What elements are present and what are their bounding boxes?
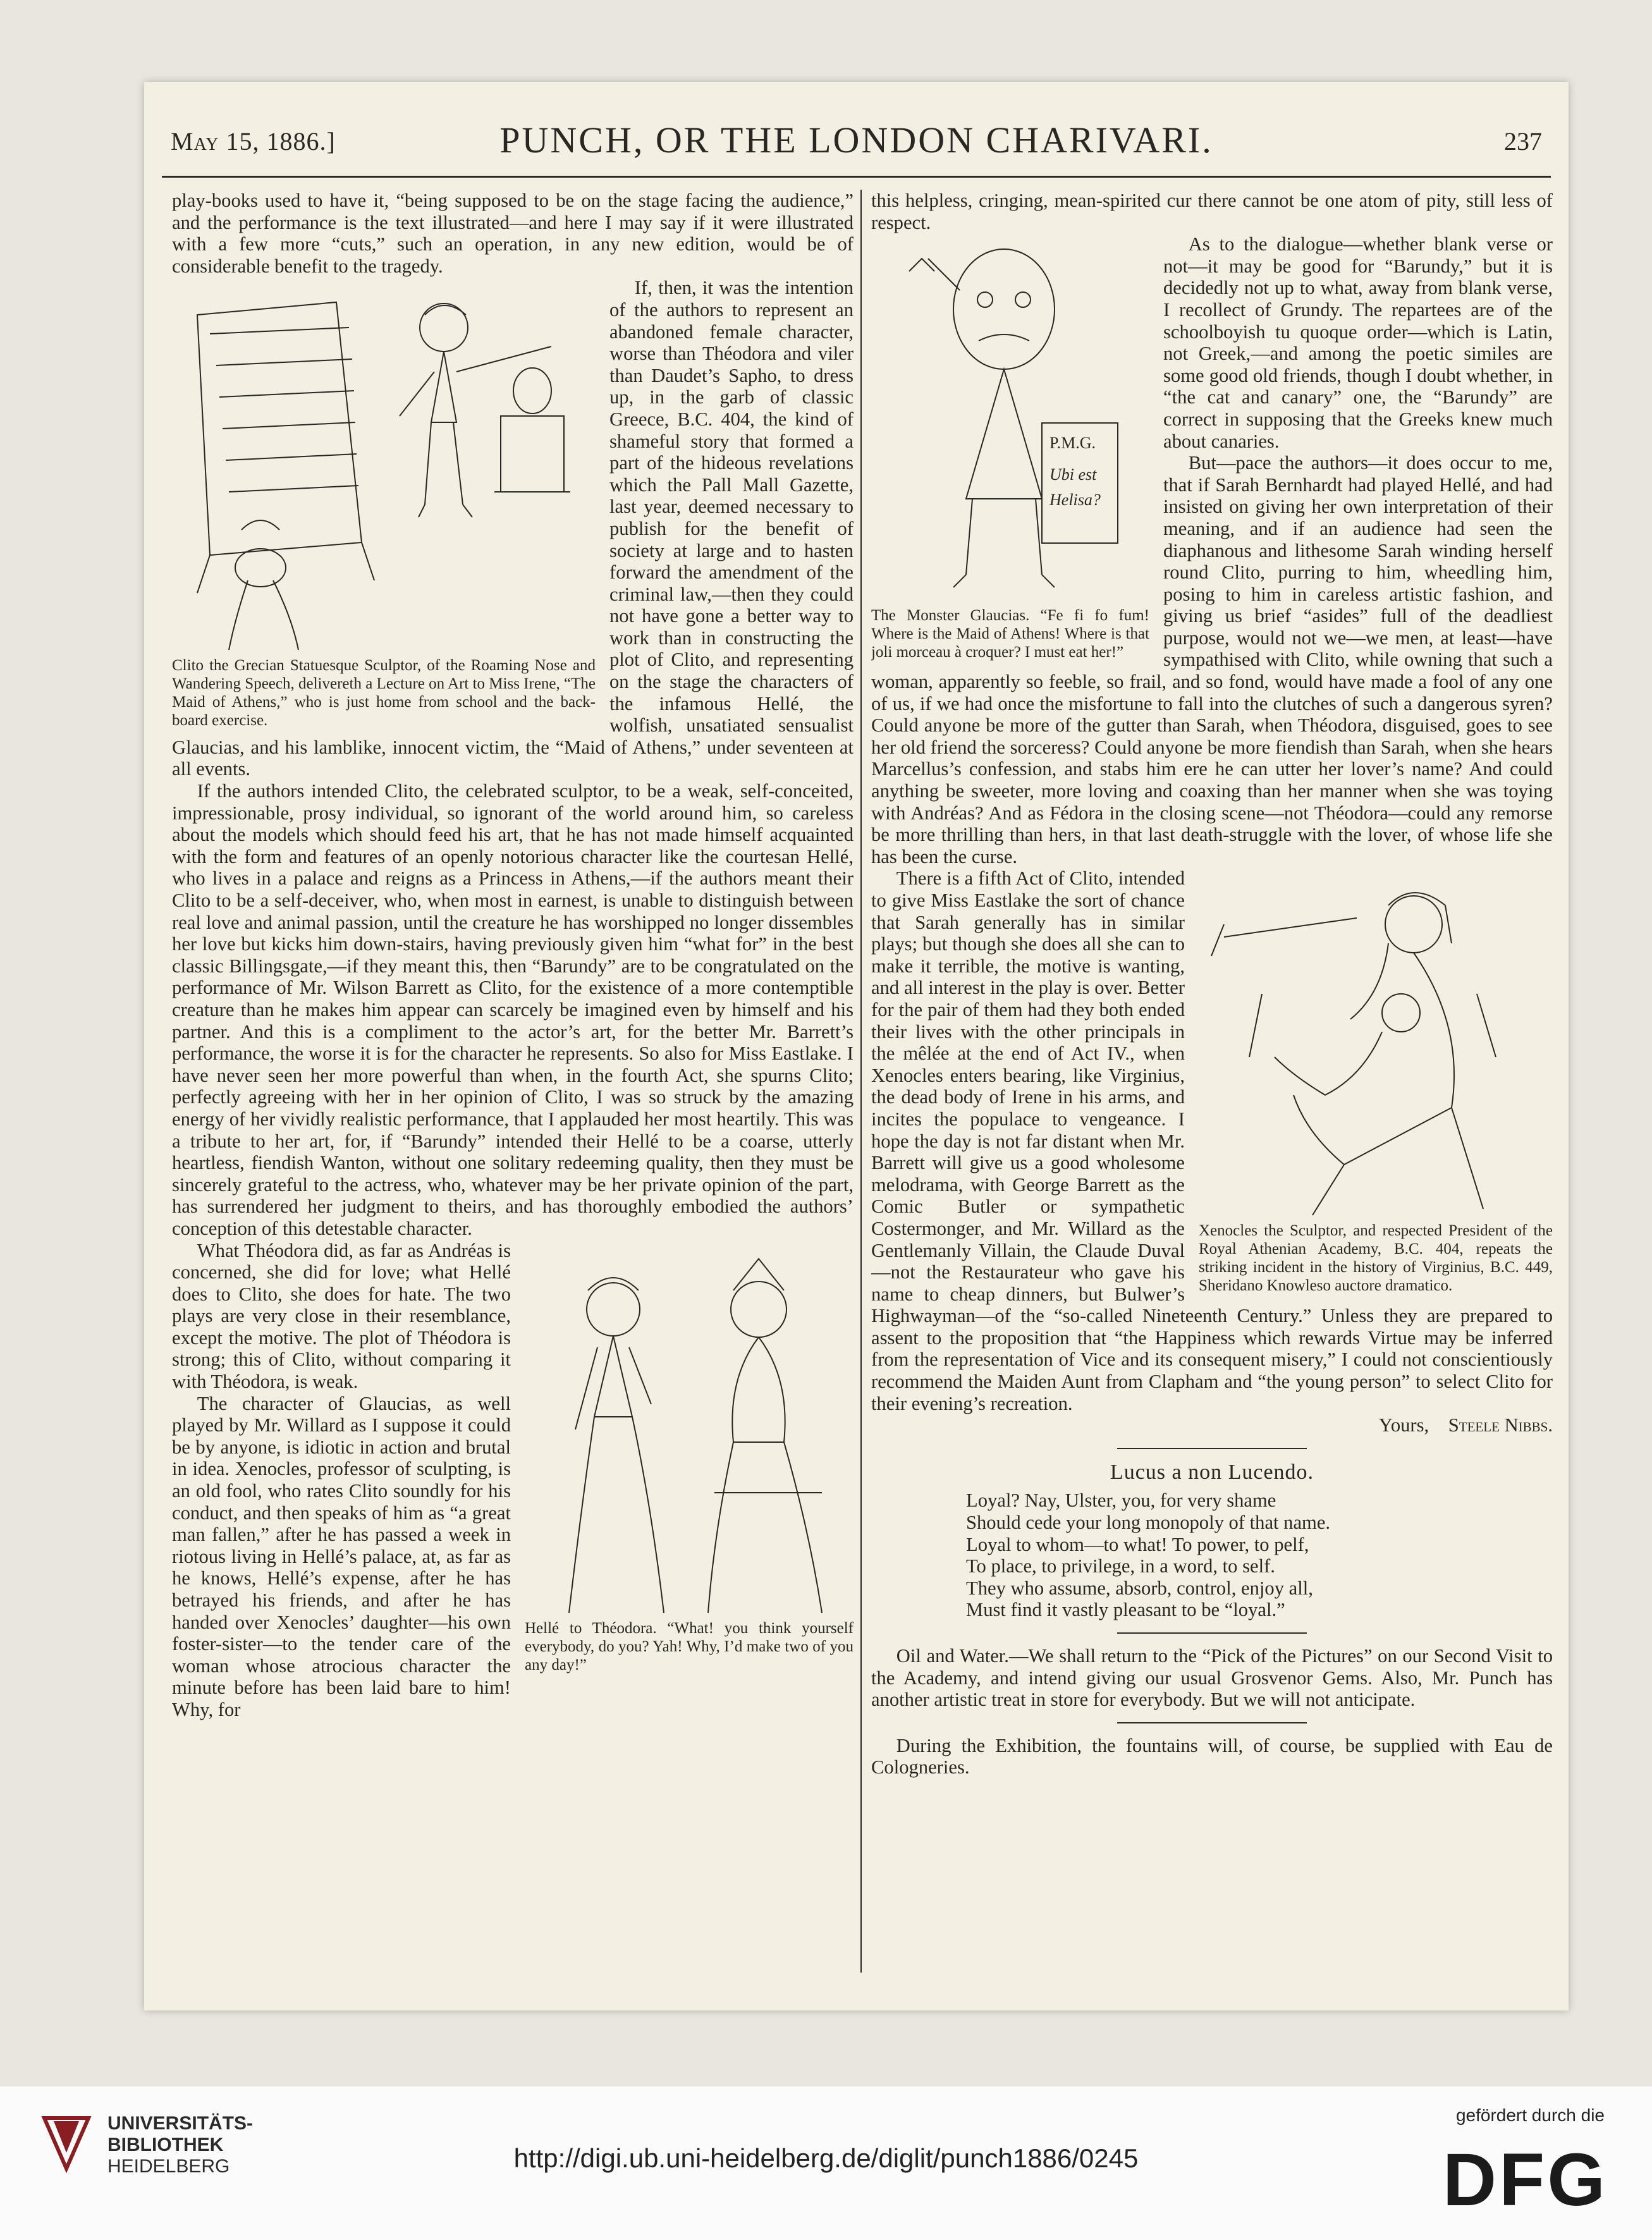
article-paragraph: If the authors intended Clito, the celebrated sculptor, to be a weak, self-conceited, impressionable, prosy individual, so ignorant of the world around him, so careless about the models which should feed his art, that he has not made himself acquainted with the form and features of an openly notorious character like the courtesan Hellé, who lives in a palace and reigns as a Princess in Athens,—if the authors meant their Clito to be a self-deceiver, who, when most in earnest, is unable to distinguish between real love and animal passion, until the creature he has worshipped no longer dissembles her love but kicks him down-stairs, having previously given him “what for” in the best classic Billingsgate,—if they meant this, then “Barundy” are to be congratulated on the performance of Mr. Wilson Barrett as Clito, for the existence of a more contemptible creature than he makes him appear can scarcely be imagined even by himself and his partner. And this is a compliment to the actor’s art, for the better Mr. Barrett’s performance, the worse it is for the character he represents. So also for Miss Eastlake. I have never seen her more powerful than when, in the fourth Act, she spurns Clito; perfectly agreeing with her in her opinion of Clito, I was so struck by the amazing energy of her vividly realistic performance, that I applauded her most heartily. This was a tribute to her art, for, if “Barundy” intended their Hellé to be a coarse, utterly heartless, fiendish Wanton, without one solitary redeeming quality, then they must be sincerely grateful to the actress, who, whatever may be her private opinion of the part, has surrendered her judgment to theirs, and has thoroughly embodied the authors’ conception of this detestable character. [172, 780, 854, 1239]
closing-word: Yours, [1378, 1414, 1429, 1436]
xenocles-illustration [1199, 867, 1553, 1295]
section-rule [1117, 1448, 1307, 1449]
poem-line: They who assume, absorb, control, enjoy all, [966, 1577, 1313, 1599]
library-name-line: HEIDELBERG [107, 2156, 230, 2177]
glaucias-drawing [871, 233, 1149, 606]
helle-caption: Hellé to Théodora. “What! you think yourself everybody, do you? Yah! Why, I’d make two of you any day!” [525, 1619, 854, 1674]
xenocles-drawing [1199, 867, 1553, 1221]
article-paragraph: play-books used to have it, “being supposed to be on the stage facing the audience,” and the performance is the text illustrated—and here I may say if it were illustrated with a few more “cuts,” such an operation, in any new edition, would be of considerable benefit to the tragedy. [172, 190, 854, 277]
glaucias-caption: The Monster Glaucias. “Fe fi fo fum! Where is the Maid of Athens! Where is that joli morceau à croquer? I must eat her!” [871, 607, 1149, 661]
oil-and-water-paragraph: Oil and Water.—We shall return to the “Pick of the Pictures” on our Second Visit to the Academy, and intend giving our usual Grosvenor Gems. Also, Mr. Punch has another artistic treat in store for everybody. But we will not anticipate. [871, 1645, 1553, 1711]
poem-title: Lucus a non Lucendo. [1110, 1460, 1314, 1484]
author-signature: Steele Nibbs. [1448, 1414, 1553, 1436]
glaucias-illustration [871, 233, 1149, 661]
masthead-title: PUNCH, OR THE LONDON CHARIVARI. [499, 119, 1213, 161]
xenocles-caption: Xenocles the Sculptor, and respected President of the Royal Athenian Academy, B.C. 404, repeats the striking incident in the history of Virginius, B.C. 449, Sheridano Knowleso auctore dramatico. [1199, 1222, 1553, 1295]
helle-theodora-illustration [525, 1240, 854, 1674]
clito-illustration [172, 277, 596, 730]
article-paragraph: What Théodora did, as far as Andréas is concerned, she did for love; what Hellé does to Clito, she does for hate. The two plays are very close in their resemblance, except the motive. The plot of Théodora is strong; this of Clito, without comparing it with Théodora, is weak. [172, 1239, 511, 1393]
issue-date: May 15, 1886.] [171, 127, 336, 156]
sign-text: P.M.G. [1049, 434, 1096, 453]
poem-line: Loyal to whom—to what! To power, to pelf, [966, 1533, 1309, 1555]
left-column [172, 190, 854, 1973]
poem-line: Must find it vastly pleasant to be “loyal.” [966, 1599, 1285, 1621]
clito-caption: Clito the Grecian Statuesque Sculptor, of the Roaming Nose and Wandering Speech, delivereth a Lecture on Art to Miss Irene, “The Maid of Athens,” who is just home from school and the back-board exercise. [172, 657, 596, 730]
library-name-line: UNIVERSITÄTS- [107, 2113, 254, 2134]
article-paragraph: There is a fifth Act of Clito, intended to give Miss Eastlake the sort of chance that Sarah generally has in similar plays; but though she does all she can to make it terrible, the motive is wanting, and all interest in the play is over. Better for the pair of them had they both ended their lives with the other principals in the mêlée at the end of Act IV., when Xenocles enters bearing, like Virginius, the dead body of Irene in his arms, and incites the populace to vengeance. I hope the day is not far distant when Mr. Barrett will give us a good wholesome melodrama, with George Barrett as the Comic Butler or sympathetic Costermonger, and Mr. Willard as the Gentlemanly Villain, the Claude Duval—not the Restaurateur who gave his name to cheap dinners, but Bulwer’s Highwayman—of the “so-called Nineteenth Century.” Unless they are prepared to assent to the proposition that “the Happiness which rewards Virtue may be inferred from the representation of Vice and its consequent misery,” I could not conscientiously recommend the Maiden Aunt from Clapham and “the young person” to select Clito for their evening’s recreation. [871, 867, 1553, 1414]
permalink[interactable]: http://digi.ub.uni-heidelberg.de/diglit/punch1886/0245 [513, 2143, 1139, 2173]
article-paragraph: If, then, it was the intention of the authors to represent an abandoned female character, worse than Théodora and viler than Daudet’s Sapho, to dress up, in the garb of classic Greece, B.C. 404, the kind of shameful story that formed a part of the hideous revelations which the Pall Mall Gazette, last year, deemed necessary to publish for the benefit of society at large and to hasten forward the amendment of the criminal law,—then they could not have gone a better way to work than in constructing the plot of Clito, and representing on the stage the characters of the infamous Hellé, the wolfish, unsatiated sensualist Glaucias, and his lamblike, innocent victim, the “Maid of Athens,” under seventeen at all events. [172, 277, 854, 780]
svg-text:Ubi est: Ubi est [1049, 465, 1097, 484]
sponsor-label: gefördert durch die [1455, 2105, 1605, 2125]
article-paragraph: The character of Glaucias, as well played by Mr. Willard as I suppose it could be by anyone, is idiotic in action and brutal in idea. Xenocles, professor of sculpting, is an old fool, who rates Clito soundly for his conduct, and then speaks of him as “a great man fallen,” after he has passed a week in riotous living in Hellé’s palace, at, as far as he knows, Hellé’s expense, after he has betrayed his friends, and after he has handed over Xenocles’ daughter—his own foster-sister—to the tender care of the woman whose atrocious character the minute before has been laid bare to him! Why, for [172, 1392, 511, 1720]
poem-line: Loyal? Nay, Ulster, you, for very shame [966, 1490, 1276, 1512]
closing [871, 1414, 1553, 1436]
library-footer [0, 2086, 1652, 2240]
section-rule [1117, 1722, 1307, 1723]
poem-line: Should cede your long monopoly of that name. [966, 1512, 1331, 1534]
during-exhibition-paragraph: During the Exhibition, the fountains will, of course, be supplied with Eau de Cologneries. [871, 1734, 1553, 1778]
poem-line: To place, to privilege, in a word, to self. [966, 1555, 1275, 1577]
library-name-line: BIBLIOTHEK [107, 2134, 224, 2155]
newspaper-page [144, 82, 1569, 2010]
svg-text:Helisa?: Helisa? [1049, 491, 1101, 510]
clito-sculptor-drawing [172, 277, 596, 656]
section-rule [1117, 1632, 1307, 1634]
helle-theodora-drawing [525, 1240, 854, 1619]
column-divider [860, 190, 862, 1973]
dfg-logo: DFG [1442, 2138, 1608, 2222]
poem [871, 1490, 1553, 1621]
page-header [162, 113, 1551, 178]
article-paragraph: As to the dialogue—whether blank verse or not—it may be good for “Barundy,” but it is decidedly not up to what, away from blank verse, I recollect of Grundy. The repartees are of the schoolboyish tu quoque order—which is Latin, not Greek,—and among the poetic similes are some good old friends, though I doubt whether, in “the cat and canary” one, the “Barundy” are correct in supposing that the Greeks knew much about canaries. [1163, 233, 1553, 452]
article-paragraph: But—pace the authors—it does occur to me, that if Sarah Bernhardt had played Hellé, and had insisted on giving her own interpretation of their meaning, and if an audience had seen the diaphanous and lithesome Sarah winding herself round Clito, purring to him, wheedling him, posing to him in careless artistic fashion, and giving us brief “asides” full of the deadliest purpose, would not we—we men, at least—have sympathised with Clito, while owning that such a woman, apparently so feeble, so frail, and so fond, would have made a fool of any one of us, if we had once the misfortune to fall into the clutches of such a dangerous syren? Could anyone be more of the gutter than Sarah, when Théodora, disguised, goes to see her old friend the sorceress? Could anyone be more fiendish than Sarah, when she hears Marcellus’s confession, and stabs him ere he can utter her lover’s name? And could anything be sweeter, more loving and coaxing than her manner when she was toying with Andréas? And as Fédora in the closing scene—not Théodora—could any remorse be more thrilling than hers, in that last death-struggle with the lover, of whose life she has been the curse. [871, 452, 1553, 867]
article-paragraph: this helpless, cringing, mean-spirited cur there cannot be one atom of pity, still less of respect. [871, 190, 1553, 233]
page-number: 237 [1504, 127, 1542, 156]
right-column [871, 190, 1553, 1973]
